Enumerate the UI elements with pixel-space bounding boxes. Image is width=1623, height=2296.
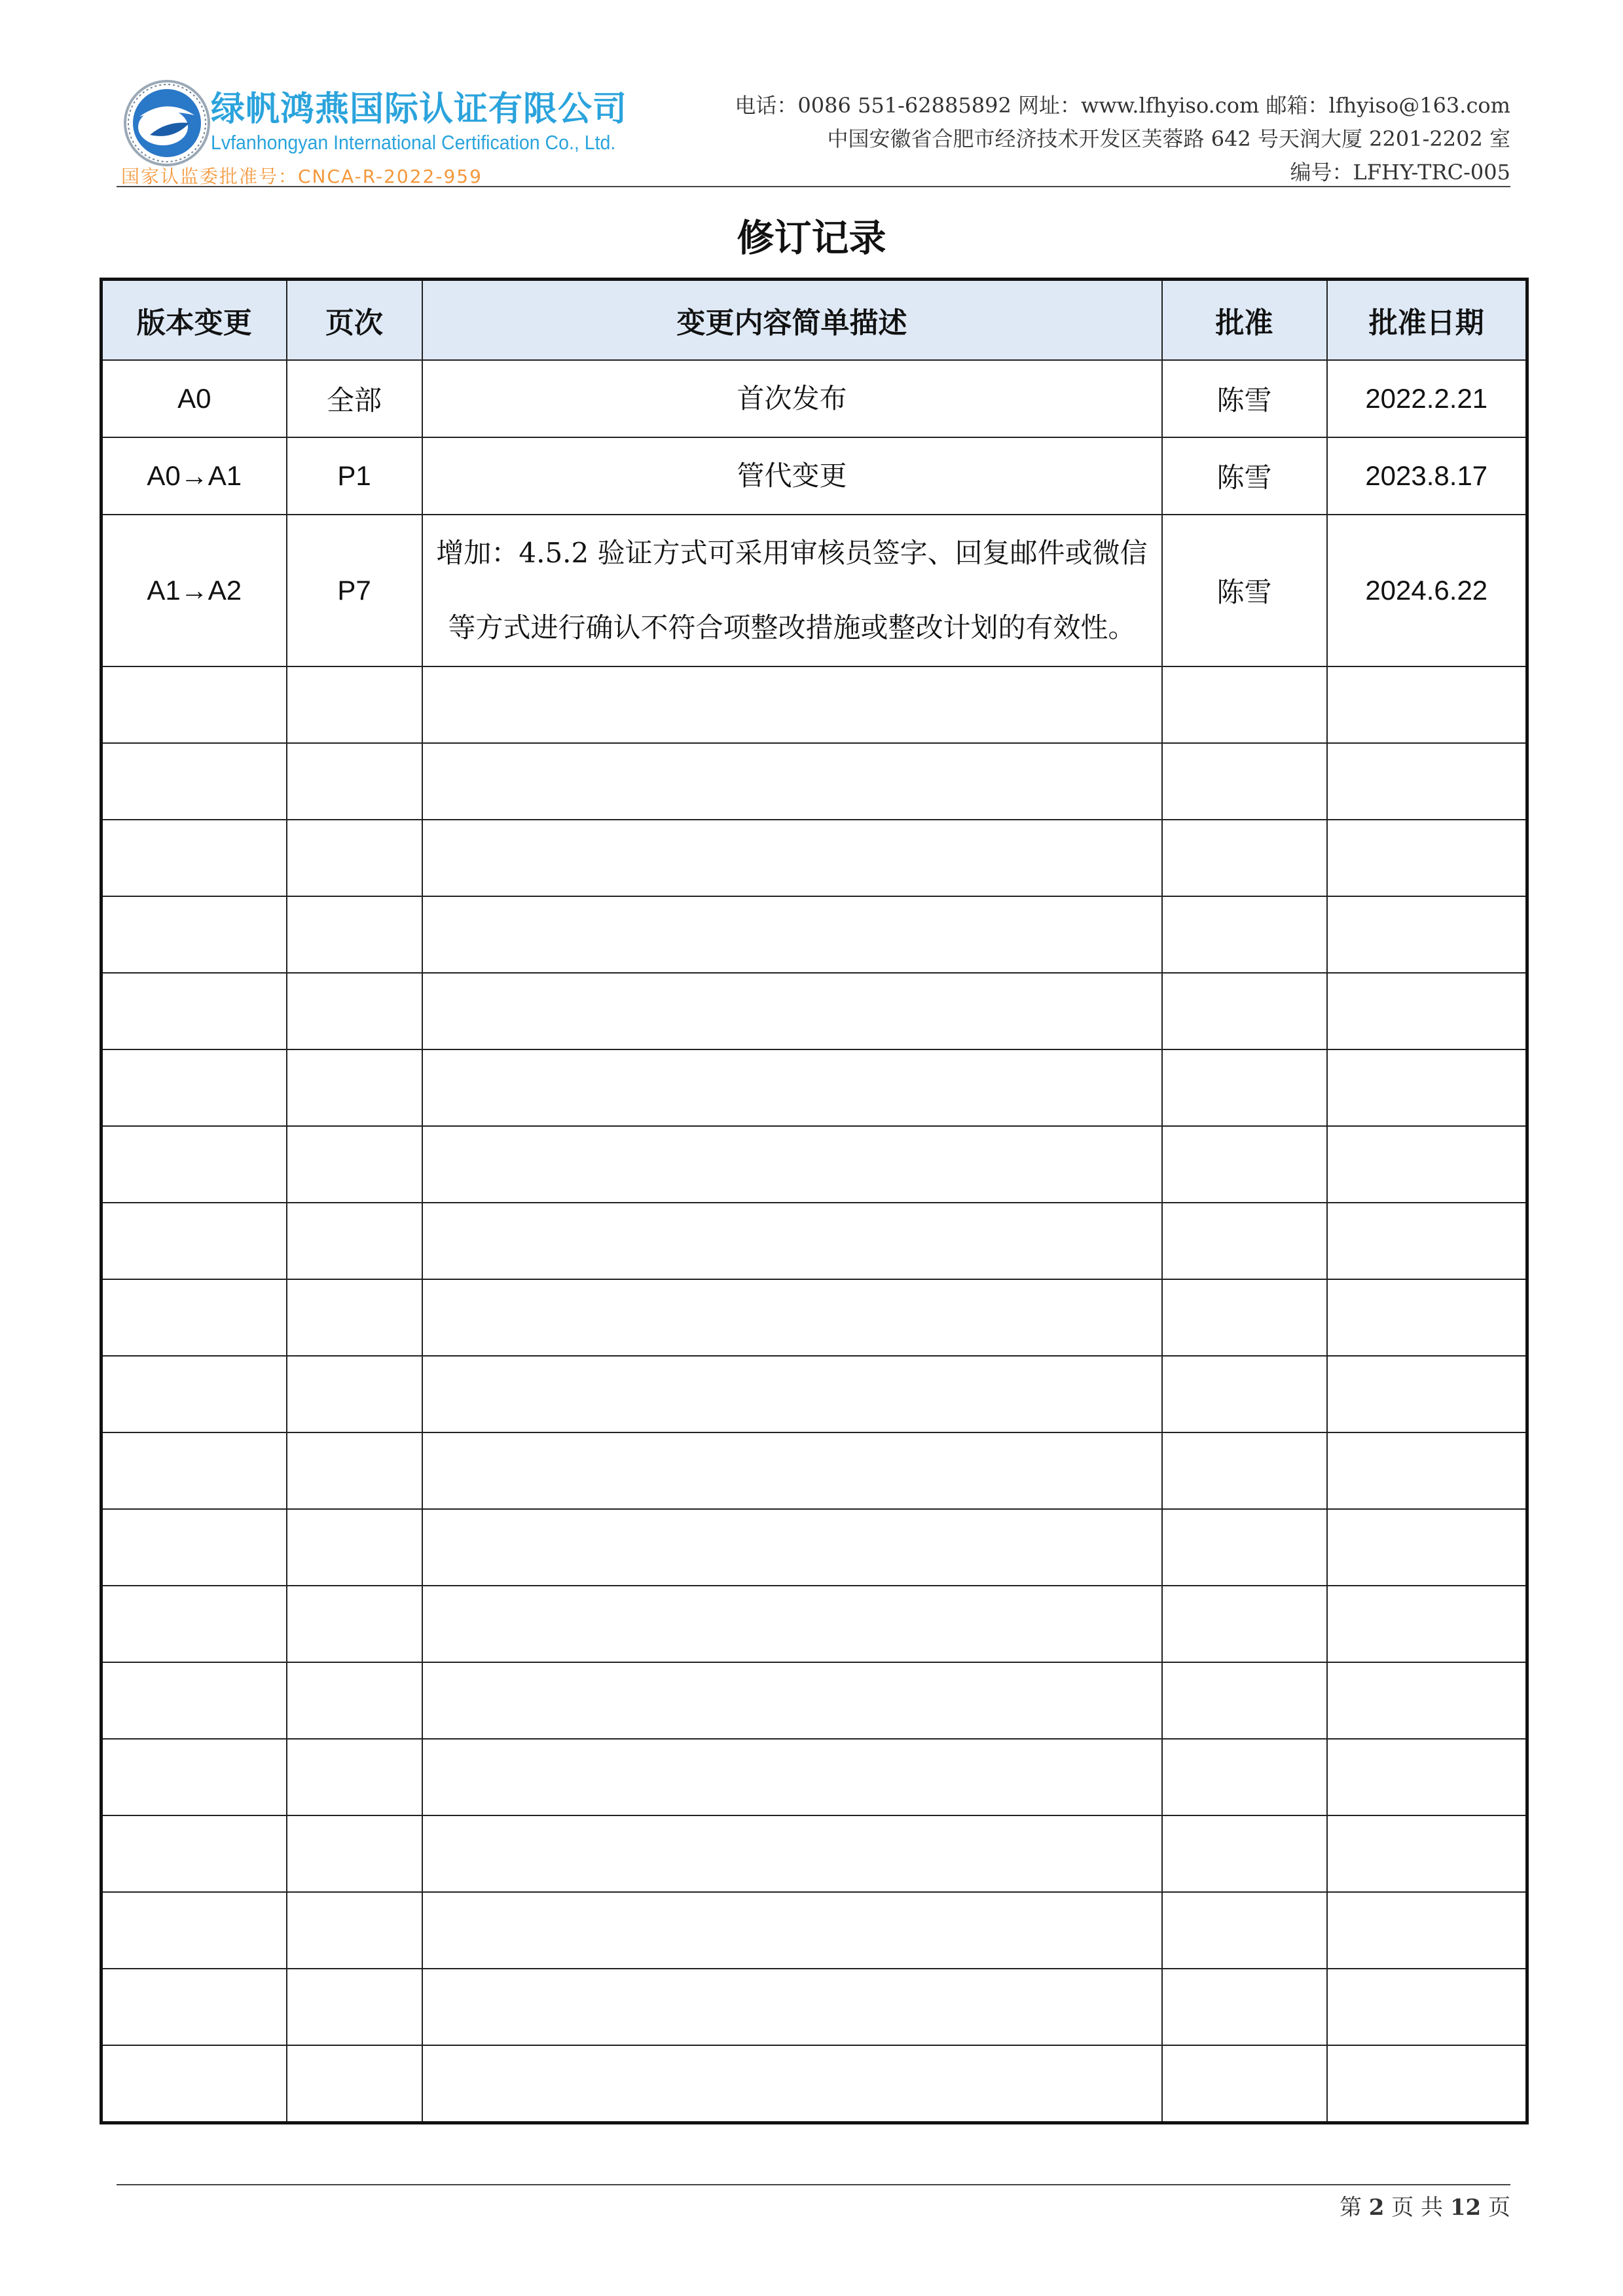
empty-cell (1327, 820, 1527, 896)
empty-cell (422, 1049, 1162, 1126)
empty-cell (1327, 973, 1527, 1049)
date-cell: 2023.8.17 (1327, 437, 1527, 515)
table-row-empty (101, 1432, 1527, 1509)
empty-cell (1162, 1432, 1327, 1509)
empty-cell (422, 1969, 1162, 2045)
empty-cell (101, 743, 287, 820)
header-page: 页次 (287, 280, 422, 361)
empty-cell (287, 1279, 422, 1356)
empty-cell (422, 1739, 1162, 1815)
table-row-empty (101, 1279, 1527, 1356)
empty-cell (1162, 1509, 1327, 1586)
table-row (101, 437, 1527, 515)
empty-cell (101, 1969, 287, 2045)
empty-cell (101, 1586, 287, 1662)
empty-cell (101, 1739, 287, 1815)
table-row-empty (101, 1892, 1527, 1969)
empty-cell (422, 1279, 1162, 1356)
company-name-en: Lvfanhongyan International Certification Co., Ltd. (211, 131, 616, 154)
empty-cell (422, 1586, 1162, 1662)
description-cell: 增加：4.5.2 验证方式可采用审核员签字、回复邮件或微信等方式进行确认不符合项整改措施或整改计划的有效性。 (422, 515, 1162, 666)
version-cell: A0→A1 (101, 437, 287, 515)
empty-cell (1162, 1049, 1327, 1126)
empty-cell (1162, 1126, 1327, 1203)
empty-cell (422, 973, 1162, 1049)
empty-cell (101, 1509, 287, 1586)
empty-cell (287, 973, 422, 1049)
table-row-empty (101, 1815, 1527, 1892)
description-cell: 首次发布 (422, 360, 1162, 437)
page-suffix: 页 (1488, 2195, 1510, 2221)
empty-cell (287, 1509, 422, 1586)
empty-cell (1162, 820, 1327, 896)
approver-cell: 陈雪 (1162, 360, 1327, 437)
version-cell: A1→A2 (101, 515, 287, 666)
empty-cell (101, 1049, 287, 1126)
page-middle: 页 共 (1391, 2195, 1444, 2221)
empty-cell (287, 743, 422, 820)
empty-cell (422, 1509, 1162, 1586)
empty-cell (1327, 666, 1527, 743)
empty-cell (422, 1203, 1162, 1279)
empty-cell (1327, 743, 1527, 820)
empty-cell (101, 1279, 287, 1356)
table-row-empty (101, 743, 1527, 820)
empty-cell (1162, 666, 1327, 743)
page-cell: P7 (287, 515, 422, 666)
empty-cell (101, 1203, 287, 1279)
empty-cell (1162, 1662, 1327, 1739)
empty-cell (287, 1203, 422, 1279)
empty-cell (1327, 1432, 1527, 1509)
table-row-empty (101, 1739, 1527, 1815)
table-row-empty (101, 1356, 1527, 1432)
empty-cell (287, 1586, 422, 1662)
empty-cell (422, 1662, 1162, 1739)
header-date: 批准日期 (1327, 280, 1527, 361)
header-description: 变更内容简单描述 (422, 280, 1162, 361)
empty-cell (422, 820, 1162, 896)
version-cell: A0 (101, 360, 287, 437)
date-cell: 2024.6.22 (1327, 515, 1527, 666)
empty-cell (1327, 1203, 1527, 1279)
empty-cell (422, 1432, 1162, 1509)
empty-cell (1327, 1586, 1527, 1662)
table-row-empty (101, 1586, 1527, 1662)
empty-cell (287, 2045, 422, 2123)
page-title: 修订记录 (737, 217, 886, 260)
empty-cell (101, 1662, 287, 1739)
empty-cell (422, 1815, 1162, 1892)
table-row (101, 360, 1527, 437)
empty-cell (1327, 1815, 1527, 1892)
company-logo (121, 77, 213, 169)
contact-line: 电话：0086 551-62885892 网址：www.lfhyiso.com 邮箱：lfhyiso@163.com (735, 93, 1510, 118)
empty-cell (1327, 2045, 1527, 2123)
empty-cell (287, 1969, 422, 2045)
table-row-empty (101, 896, 1527, 973)
empty-cell (287, 1815, 422, 1892)
empty-cell (1162, 973, 1327, 1049)
company-name-cn: 绿帆鸿燕国际认证有限公司 (211, 90, 628, 129)
empty-cell (1327, 1279, 1527, 1356)
empty-cell (422, 2045, 1162, 2123)
empty-cell (101, 1815, 287, 1892)
footer-divider (117, 2184, 1510, 2185)
empty-cell (1327, 1126, 1527, 1203)
empty-cell (1162, 1969, 1327, 2045)
empty-cell (1162, 1203, 1327, 1279)
empty-cell (1162, 1279, 1327, 1356)
empty-cell (422, 1356, 1162, 1432)
empty-cell (101, 896, 287, 973)
page-number (1340, 2189, 1510, 2221)
contact-block (735, 89, 1510, 189)
empty-cell (1162, 1892, 1327, 1969)
empty-cell (1162, 1586, 1327, 1662)
table-row-empty (101, 1662, 1527, 1739)
empty-cell (101, 1432, 287, 1509)
empty-cell (1327, 1662, 1527, 1739)
empty-cell (1162, 896, 1327, 973)
empty-cell (422, 1892, 1162, 1969)
approver-cell: 陈雪 (1162, 437, 1327, 515)
table-row-empty (101, 1126, 1527, 1203)
document-code: 编号：LFHY-TRC-005 (1290, 160, 1510, 185)
header-approver: 批准 (1162, 280, 1327, 361)
table-row-empty (101, 973, 1527, 1049)
empty-cell (101, 1126, 287, 1203)
empty-cell (101, 973, 287, 1049)
empty-cell (287, 1049, 422, 1126)
empty-cell (422, 1126, 1162, 1203)
empty-cell (1162, 1356, 1327, 1432)
accreditation-number: 国家认监委批准号：CNCA-R-2022-959 (121, 166, 483, 187)
empty-cell (101, 1356, 287, 1432)
table-row-empty (101, 2045, 1527, 2123)
empty-cell (287, 666, 422, 743)
empty-cell (422, 896, 1162, 973)
empty-cell (1327, 1739, 1527, 1815)
empty-cell (1327, 896, 1527, 973)
empty-cell (287, 896, 422, 973)
empty-cell (1327, 1509, 1527, 1586)
header-divider (117, 186, 1510, 187)
empty-cell (1162, 743, 1327, 820)
empty-cell (1327, 1969, 1527, 2045)
empty-cell (101, 2045, 287, 2123)
table-row-empty (101, 1203, 1527, 1279)
page-prefix: 第 (1339, 2195, 1362, 2221)
table-row-empty (101, 1509, 1527, 1586)
empty-cell (287, 1662, 422, 1739)
empty-cell (1327, 1049, 1527, 1126)
empty-cell (101, 666, 287, 743)
empty-cell (287, 1126, 422, 1203)
table-row (101, 515, 1527, 666)
table-row-empty (101, 820, 1527, 896)
empty-cell (287, 820, 422, 896)
empty-cell (422, 666, 1162, 743)
table-header-row (101, 280, 1527, 361)
table-row-empty (101, 1969, 1527, 2045)
empty-cell (287, 1739, 422, 1815)
empty-cell (1162, 1815, 1327, 1892)
empty-cell (1162, 1739, 1327, 1815)
page-cell: P1 (287, 437, 422, 515)
revision-table (100, 278, 1529, 2124)
page-cell: 全部 (287, 360, 422, 437)
address-line: 中国安徽省合肥市经济技术开发区芙蓉路 642 号天润大厦 2201-2202 室 (827, 126, 1510, 151)
empty-cell (101, 1892, 287, 1969)
empty-cell (287, 1356, 422, 1432)
empty-cell (1327, 1356, 1527, 1432)
description-cell: 管代变更 (422, 437, 1162, 515)
current-page: 2 (1368, 2195, 1385, 2221)
header-version: 版本变更 (101, 280, 287, 361)
empty-cell (287, 1892, 422, 1969)
empty-cell (1327, 1892, 1527, 1969)
table-row-empty (101, 666, 1527, 743)
empty-cell (287, 1432, 422, 1509)
empty-cell (422, 743, 1162, 820)
table-row-empty (101, 1049, 1527, 1126)
empty-cell (101, 820, 287, 896)
empty-cell (1162, 2045, 1327, 2123)
approver-cell: 陈雪 (1162, 515, 1327, 666)
date-cell: 2022.2.21 (1327, 360, 1527, 437)
total-pages: 12 (1450, 2195, 1482, 2221)
